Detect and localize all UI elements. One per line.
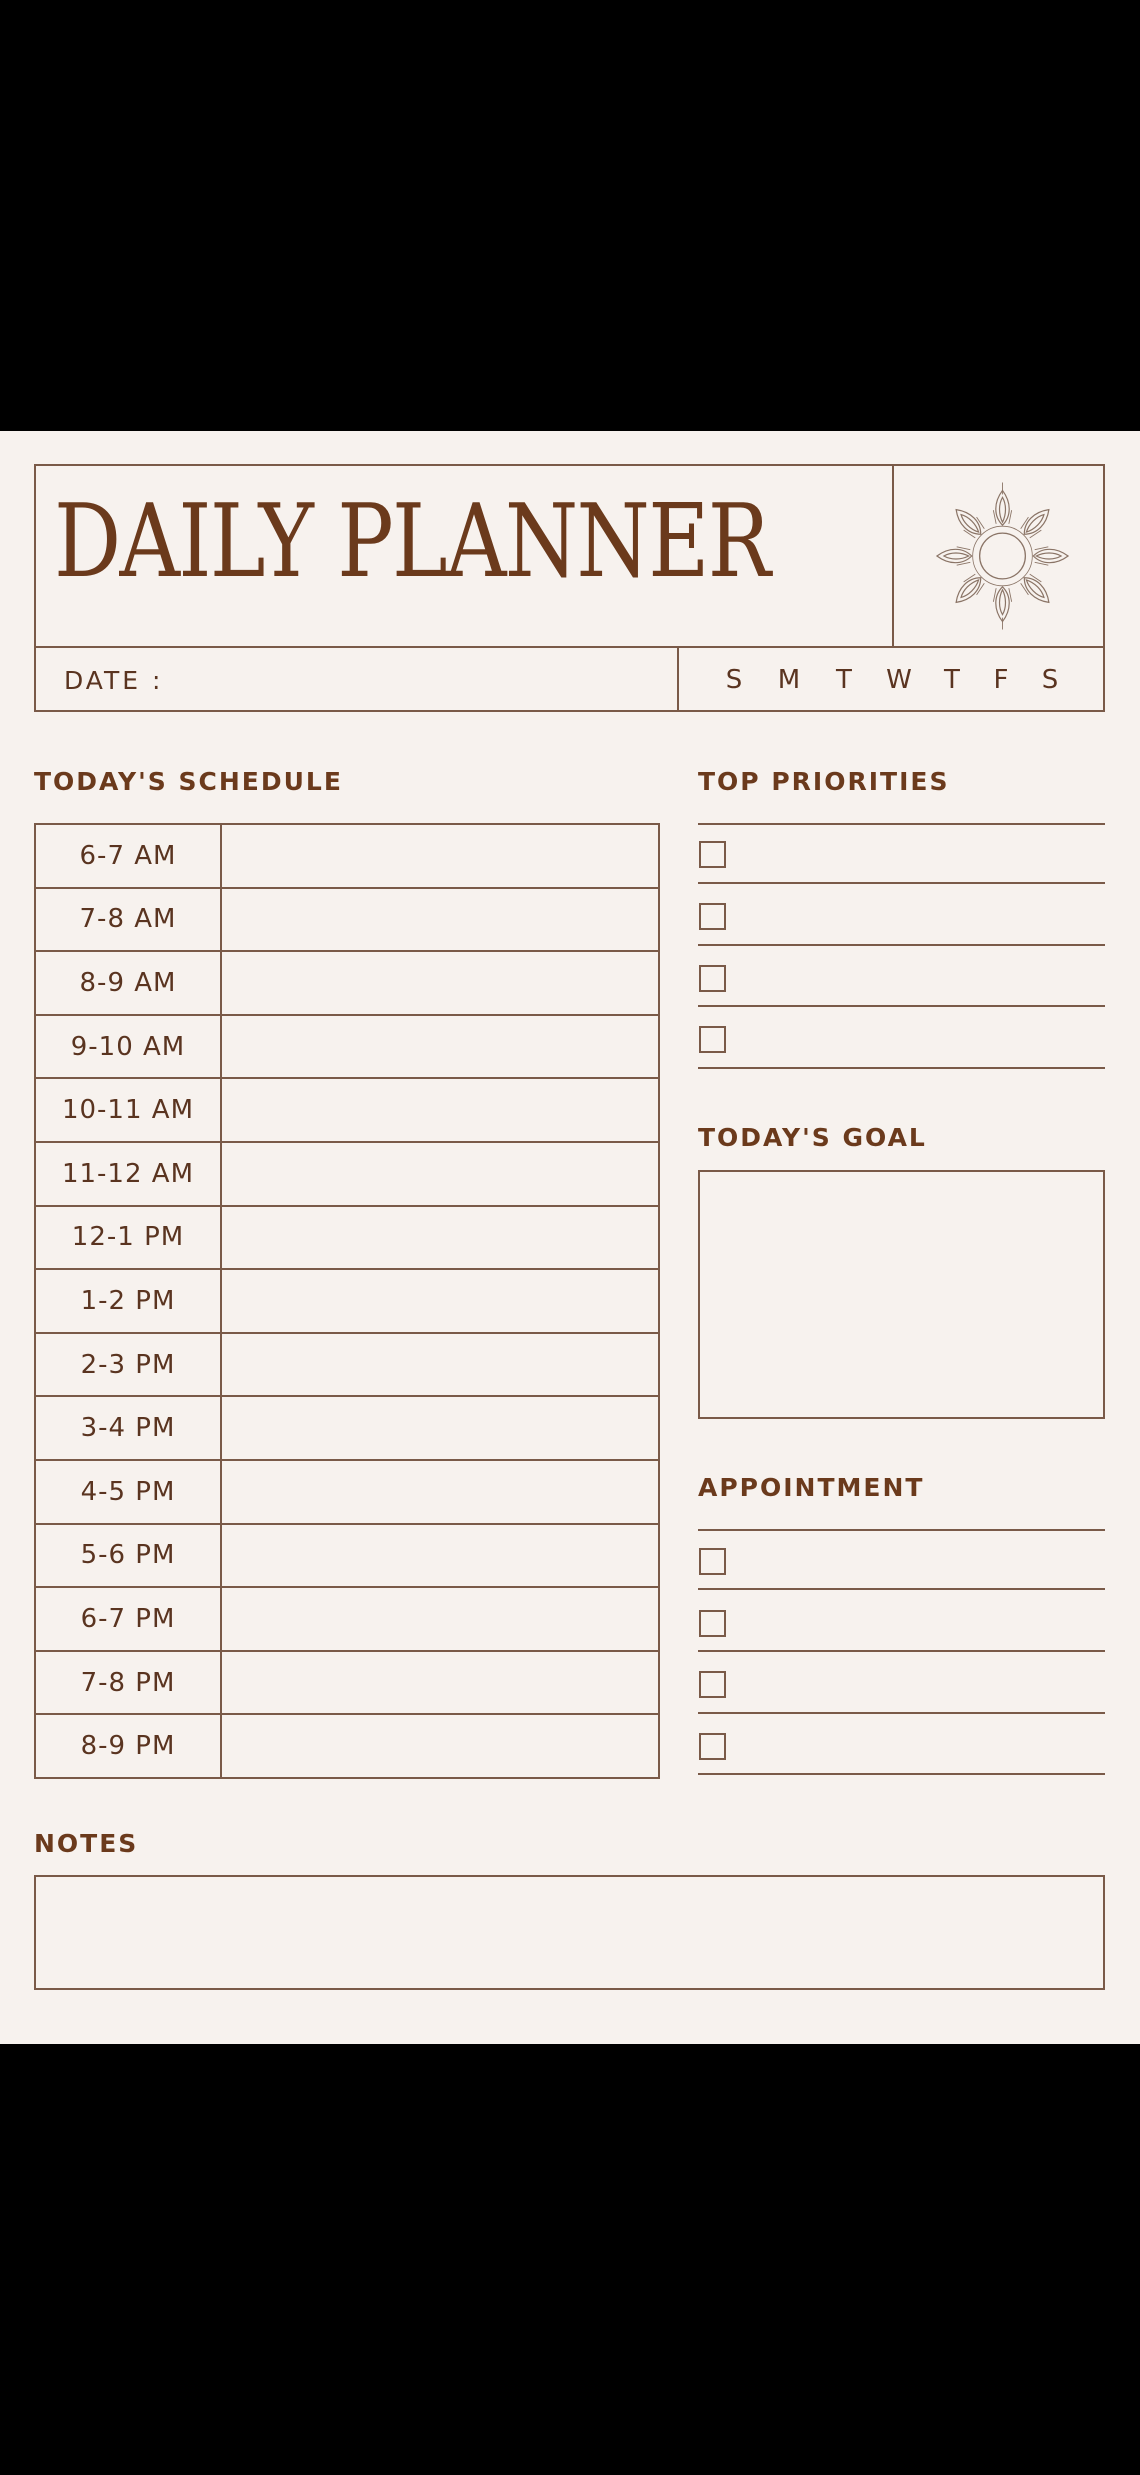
schedule-entry-field[interactable]	[222, 825, 658, 887]
weekday-thursday[interactable]: T	[944, 665, 960, 695]
time-slot-label: 11-12 AM	[36, 1143, 222, 1205]
sun-emblem-icon	[925, 481, 1080, 631]
appointment-rule	[698, 1529, 1105, 1531]
priorities-heading: TOP PRIORITIES	[698, 767, 950, 796]
time-slot-label: 12-1 PM	[36, 1207, 222, 1269]
schedule-entry-field[interactable]	[222, 1588, 658, 1650]
appointment-rule	[698, 1588, 1105, 1590]
schedule-entry-field[interactable]	[222, 1525, 658, 1587]
date-field[interactable]	[175, 651, 670, 709]
schedule-entry-field[interactable]	[222, 1207, 658, 1269]
time-slot-label: 10-11 AM	[36, 1079, 222, 1141]
weekday-tuesday[interactable]: T	[836, 665, 852, 695]
goal-heading: TODAY'S GOAL	[698, 1123, 927, 1152]
notes-field[interactable]	[34, 1875, 1105, 1990]
time-slot-label: 2-3 PM	[36, 1334, 222, 1396]
priorities-rule	[698, 944, 1105, 946]
time-slot-label: 7-8 AM	[36, 889, 222, 951]
schedule-row	[34, 1461, 660, 1525]
schedule-row	[34, 1143, 660, 1207]
time-slot-label: 4-5 PM	[36, 1461, 222, 1523]
time-slot-label: 7-8 PM	[36, 1652, 222, 1714]
time-slot-label: 3-4 PM	[36, 1397, 222, 1459]
schedule-row	[34, 1016, 660, 1080]
schedule-row	[34, 1588, 660, 1652]
planner-page	[0, 431, 1140, 2044]
emblem-divider	[892, 464, 894, 647]
weekday-friday[interactable]: F	[993, 665, 1009, 695]
priorities-rule	[698, 1067, 1105, 1069]
time-slot-label: 5-6 PM	[36, 1525, 222, 1587]
goal-field[interactable]	[698, 1170, 1105, 1419]
appointment-checkbox[interactable]	[699, 1548, 726, 1575]
weekday-monday[interactable]: M	[777, 665, 801, 695]
schedule-entry-field[interactable]	[222, 889, 658, 951]
notes-heading: NOTES	[34, 1829, 139, 1858]
schedule-row	[34, 1334, 660, 1398]
schedule-table	[34, 823, 660, 1779]
time-slot-label: 8-9 AM	[36, 952, 222, 1014]
time-slot-label: 9-10 AM	[36, 1016, 222, 1078]
time-slot-label: 8-9 PM	[36, 1715, 222, 1777]
schedule-row	[34, 1397, 660, 1461]
appointment-heading: APPOINTMENT	[698, 1473, 925, 1502]
schedule-entry-field[interactable]	[222, 1461, 658, 1523]
schedule-row	[34, 1715, 660, 1779]
schedule-row	[34, 1079, 660, 1143]
schedule-entry-field[interactable]	[222, 1715, 658, 1777]
priority-checkbox[interactable]	[699, 965, 726, 992]
priorities-rule	[698, 823, 1105, 825]
priority-checkbox[interactable]	[699, 903, 726, 930]
appointment-rule	[698, 1773, 1105, 1775]
priority-checkbox[interactable]	[699, 1026, 726, 1053]
priorities-rule	[698, 1005, 1105, 1007]
schedule-entry-field[interactable]	[222, 1270, 658, 1332]
schedule-row	[34, 952, 660, 1016]
weekday-saturday[interactable]: S	[1041, 665, 1059, 695]
time-slot-label: 1-2 PM	[36, 1270, 222, 1332]
schedule-row	[34, 889, 660, 953]
schedule-row	[34, 1270, 660, 1334]
schedule-entry-field[interactable]	[222, 1079, 658, 1141]
appointment-rule	[698, 1712, 1105, 1714]
appointment-checkbox[interactable]	[699, 1733, 726, 1760]
date-label: DATE :	[64, 666, 164, 695]
weekday-wednesday[interactable]: W	[886, 665, 912, 695]
schedule-entry-field[interactable]	[222, 1334, 658, 1396]
schedule-heading: TODAY'S SCHEDULE	[34, 767, 343, 796]
weekday-divider	[677, 646, 679, 712]
appointment-checkbox[interactable]	[699, 1671, 726, 1698]
schedule-entry-field[interactable]	[222, 1016, 658, 1078]
time-slot-label: 6-7 AM	[36, 825, 222, 887]
page-title: DAILY PLANNER	[54, 482, 770, 600]
header-divider	[34, 646, 1105, 648]
weekday-sunday[interactable]: S	[725, 665, 743, 695]
schedule-entry-field[interactable]	[222, 1652, 658, 1714]
schedule-entry-field[interactable]	[222, 1397, 658, 1459]
schedule-row	[34, 1207, 660, 1271]
schedule-row	[34, 825, 660, 889]
schedule-row	[34, 1652, 660, 1716]
schedule-entry-field[interactable]	[222, 1143, 658, 1205]
priority-checkbox[interactable]	[699, 841, 726, 868]
priorities-rule	[698, 882, 1105, 884]
schedule-row	[34, 1525, 660, 1589]
schedule-entry-field[interactable]	[222, 952, 658, 1014]
time-slot-label: 6-7 PM	[36, 1588, 222, 1650]
appointment-rule	[698, 1650, 1105, 1652]
appointment-checkbox[interactable]	[699, 1610, 726, 1637]
